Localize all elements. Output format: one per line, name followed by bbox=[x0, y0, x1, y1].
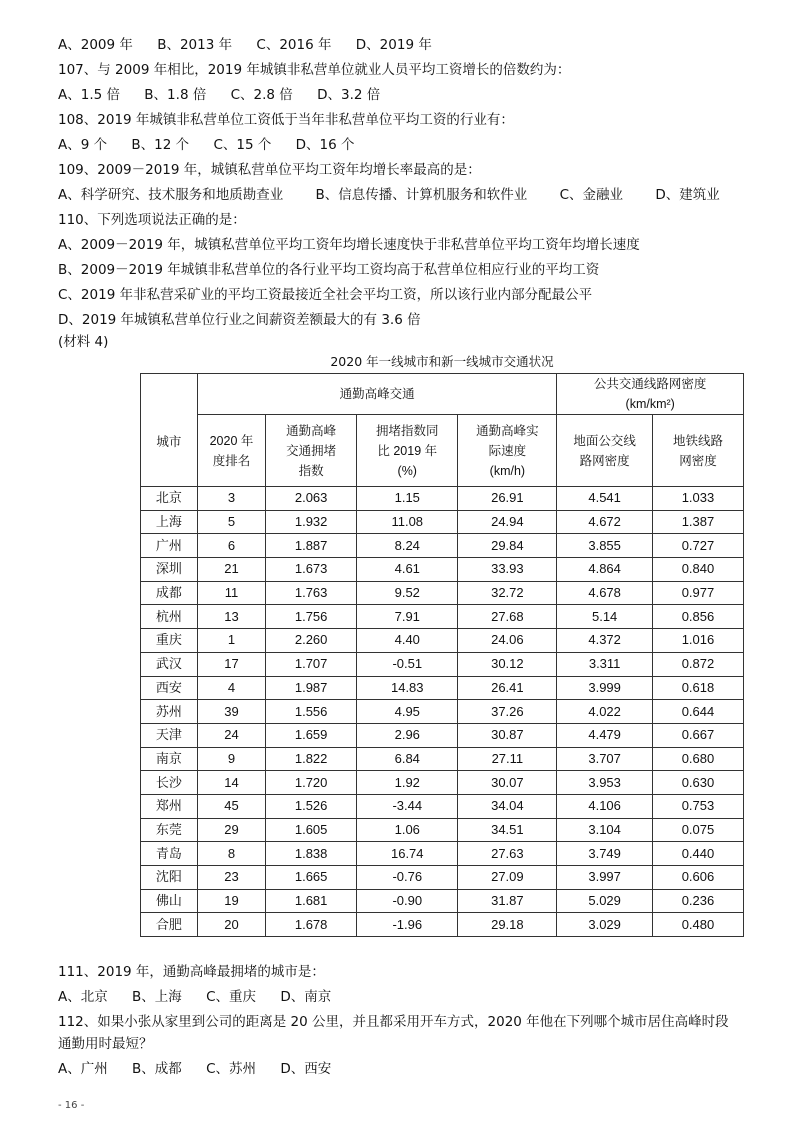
peak-speed-cell: 34.04 bbox=[458, 794, 557, 818]
congestion-index-cell: 1.756 bbox=[266, 605, 357, 629]
table-row bbox=[141, 842, 744, 866]
yoy-change-cell: -1.96 bbox=[357, 913, 458, 937]
q108-option-b: B、12 个 bbox=[131, 137, 190, 153]
metro-density-cell: 0.840 bbox=[652, 558, 743, 582]
q110-option-d: D、2019 年城镇私营单位行业之间薪资差额最大的有 3.6 倍 bbox=[58, 312, 421, 328]
speed-header-line: 际速度 bbox=[488, 443, 527, 458]
bus-density-cell: 5.14 bbox=[557, 605, 653, 629]
city-cell: 武汉 bbox=[141, 652, 198, 676]
table-row bbox=[141, 581, 744, 605]
rank-cell: 45 bbox=[197, 794, 265, 818]
rank-cell: 13 bbox=[197, 605, 265, 629]
city-cell: 重庆 bbox=[141, 629, 198, 653]
bus-density-cell: 4.672 bbox=[557, 510, 653, 534]
q106-option-a: A、2009 年 bbox=[58, 37, 133, 53]
table-row bbox=[141, 913, 744, 937]
q112-stem-line2: 通勤用时最短？ bbox=[58, 1036, 153, 1052]
q107-option-a: A、1.5 倍 bbox=[58, 87, 120, 103]
city-cell: 成都 bbox=[141, 581, 198, 605]
rank-cell: 29 bbox=[197, 818, 265, 842]
q111-option-b: B、上海 bbox=[132, 989, 182, 1005]
bus-density-cell: 4.106 bbox=[557, 794, 653, 818]
q109-option-d: D、建筑业 bbox=[655, 187, 720, 203]
city-cell: 南京 bbox=[141, 747, 198, 771]
metro-header-line: 网密度 bbox=[679, 453, 717, 468]
peak-speed-cell: 31.87 bbox=[458, 889, 557, 913]
peak-speed-cell: 26.41 bbox=[458, 676, 557, 700]
q108-option-c: C、15 个 bbox=[213, 137, 272, 153]
table-row bbox=[141, 676, 744, 700]
city-cell: 青岛 bbox=[141, 842, 198, 866]
transit-group-unit: (km/km²) bbox=[625, 397, 675, 411]
metro-density-cell: 0.872 bbox=[652, 652, 743, 676]
q112-option-c: C、苏州 bbox=[206, 1061, 257, 1077]
rank-cell: 39 bbox=[197, 700, 265, 724]
material-label: (材料 4) bbox=[58, 334, 109, 350]
table-row bbox=[141, 700, 744, 724]
congestion-index-cell: 1.681 bbox=[266, 889, 357, 913]
table-title: 2020 年一线城市和新一线城市交通状况 bbox=[330, 354, 554, 369]
q106-options bbox=[58, 35, 452, 55]
index-header bbox=[266, 415, 357, 487]
city-cell: 广州 bbox=[141, 534, 198, 558]
congestion-index-cell: 1.707 bbox=[266, 652, 357, 676]
q109-option-c: C、金融业 bbox=[559, 187, 624, 203]
city-header: 城市 bbox=[141, 374, 198, 487]
table-row bbox=[141, 794, 744, 818]
metro-density-cell: 1.033 bbox=[652, 487, 743, 511]
table-row bbox=[141, 866, 744, 890]
yoy-change-cell: -0.51 bbox=[357, 652, 458, 676]
q112-option-d: D、西安 bbox=[280, 1061, 332, 1077]
congestion-index-cell: 2.063 bbox=[266, 487, 357, 511]
change-header-line: 拥堵指数同 bbox=[376, 423, 439, 438]
congestion-index-cell: 2.260 bbox=[266, 629, 357, 653]
city-cell: 东莞 bbox=[141, 818, 198, 842]
rank-cell: 5 bbox=[197, 510, 265, 534]
q108-options bbox=[58, 135, 375, 155]
table-row bbox=[141, 652, 744, 676]
table-row bbox=[141, 889, 744, 913]
table-row bbox=[141, 558, 744, 582]
q110-option-a: A、2009－2019 年，城镇私营单位平均工资年均增长速度快于非私营单位平均工资年均增长速度 bbox=[58, 237, 640, 253]
bus-density-cell: 4.022 bbox=[557, 700, 653, 724]
bus-density-header bbox=[557, 415, 653, 487]
index-header-line: 通勤高峰 bbox=[286, 423, 337, 438]
table-row bbox=[141, 487, 744, 511]
peak-speed-cell: 27.68 bbox=[458, 605, 557, 629]
yoy-change-cell: 14.83 bbox=[357, 676, 458, 700]
city-cell: 长沙 bbox=[141, 771, 198, 795]
congestion-index-cell: 1.678 bbox=[266, 913, 357, 937]
peak-speed-cell: 32.72 bbox=[458, 581, 557, 605]
index-header-line: 指数 bbox=[298, 463, 324, 478]
bus-header-line: 路网密度 bbox=[579, 453, 630, 468]
congestion-index-cell: 1.932 bbox=[266, 510, 357, 534]
rank-cell: 1 bbox=[197, 629, 265, 653]
congestion-index-cell: 1.556 bbox=[266, 700, 357, 724]
metro-density-cell: 0.440 bbox=[652, 842, 743, 866]
table-row bbox=[141, 510, 744, 534]
metro-density-cell: 0.630 bbox=[652, 771, 743, 795]
congestion-index-cell: 1.659 bbox=[266, 723, 357, 747]
peak-speed-cell: 27.63 bbox=[458, 842, 557, 866]
metro-density-cell: 1.016 bbox=[652, 629, 743, 653]
q107-stem: 107、与 2009 年相比，2019 年城镇非私营单位就业人员平均工资增长的倍数约为： bbox=[58, 62, 571, 78]
congestion-index-cell: 1.720 bbox=[266, 771, 357, 795]
yoy-change-cell: 1.06 bbox=[357, 818, 458, 842]
transit-group-title: 公共交通线路网密度 bbox=[593, 377, 707, 391]
bus-density-cell: 3.311 bbox=[557, 652, 653, 676]
bus-density-cell: 3.953 bbox=[557, 771, 653, 795]
table-row bbox=[141, 534, 744, 558]
table-row bbox=[141, 818, 744, 842]
metro-density-cell: 0.753 bbox=[652, 794, 743, 818]
metro-density-cell: 0.618 bbox=[652, 676, 743, 700]
peak-speed-cell: 24.06 bbox=[458, 629, 557, 653]
peak-speed-cell: 34.51 bbox=[458, 818, 557, 842]
congestion-index-cell: 1.822 bbox=[266, 747, 357, 771]
q111-option-a: A、北京 bbox=[58, 989, 108, 1005]
yoy-change-cell: 1.15 bbox=[357, 487, 458, 511]
q109-options bbox=[58, 185, 740, 205]
q109-stem: 109、2009－2019 年，城镇私营单位平均工资年均增长率最高的是： bbox=[58, 162, 481, 178]
rank-cell: 6 bbox=[197, 534, 265, 558]
speed-header-line: (km/h) bbox=[489, 463, 526, 478]
commute-group-header: 通勤高峰交通 bbox=[197, 374, 556, 415]
q111-option-d: D、南京 bbox=[280, 989, 332, 1005]
peak-speed-cell: 26.91 bbox=[458, 487, 557, 511]
metro-density-cell: 0.644 bbox=[652, 700, 743, 724]
q106-option-d: D、2019 年 bbox=[355, 37, 432, 53]
change-header-line: (%) bbox=[397, 463, 417, 478]
congestion-index-cell: 1.526 bbox=[266, 794, 357, 818]
city-cell: 北京 bbox=[141, 487, 198, 511]
bus-density-cell: 3.104 bbox=[557, 818, 653, 842]
rank-cell: 23 bbox=[197, 866, 265, 890]
rank-header bbox=[197, 415, 265, 487]
q108-option-d: D、16 个 bbox=[295, 137, 355, 153]
q109-option-b: B、信息传播、计算机服务和软件业 bbox=[315, 187, 528, 203]
table-row bbox=[141, 629, 744, 653]
q108-stem: 108、2019 年城镇非私营单位工资低于当年非私营单位平均工资的行业有： bbox=[58, 112, 514, 128]
q111-option-c: C、重庆 bbox=[206, 989, 257, 1005]
bus-density-cell: 4.541 bbox=[557, 487, 653, 511]
peak-speed-cell: 37.26 bbox=[458, 700, 557, 724]
metro-density-cell: 0.480 bbox=[652, 913, 743, 937]
traffic-table bbox=[140, 373, 744, 937]
q112-option-a: A、广州 bbox=[58, 1061, 108, 1077]
yoy-change-cell: 9.52 bbox=[357, 581, 458, 605]
peak-speed-cell: 24.94 bbox=[458, 510, 557, 534]
congestion-index-cell: 1.763 bbox=[266, 581, 357, 605]
metro-density-cell: 0.236 bbox=[652, 889, 743, 913]
q111-stem: 111、2019 年，通勤高峰最拥堵的城市是： bbox=[58, 964, 325, 980]
yoy-change-cell: -3.44 bbox=[357, 794, 458, 818]
bus-density-cell: 3.999 bbox=[557, 676, 653, 700]
rank-header-line: 度排名 bbox=[212, 453, 251, 468]
q112-option-b: B、成都 bbox=[132, 1061, 182, 1077]
congestion-index-cell: 1.673 bbox=[266, 558, 357, 582]
congestion-index-cell: 1.887 bbox=[266, 534, 357, 558]
bus-density-cell: 3.997 bbox=[557, 866, 653, 890]
rank-cell: 14 bbox=[197, 771, 265, 795]
bus-density-cell: 4.864 bbox=[557, 558, 653, 582]
congestion-index-cell: 1.605 bbox=[266, 818, 357, 842]
q112-stem-line1: 112、如果小张从家里到公司的距离是 20 公里，并且都采用开车方式，2020 年他在下列哪个城市居住高峰时段 bbox=[58, 1014, 729, 1030]
q109-option-a: A、科学研究、技术服务和地质勘查业 bbox=[58, 187, 284, 203]
yoy-change-cell: 4.61 bbox=[357, 558, 458, 582]
page-number: - 16 - bbox=[58, 1100, 85, 1111]
rank-cell: 21 bbox=[197, 558, 265, 582]
congestion-index-cell: 1.665 bbox=[266, 866, 357, 890]
table-row bbox=[141, 723, 744, 747]
bus-density-cell: 4.678 bbox=[557, 581, 653, 605]
transit-group-header bbox=[557, 374, 744, 415]
peak-speed-cell: 27.11 bbox=[458, 747, 557, 771]
yoy-change-cell: 2.96 bbox=[357, 723, 458, 747]
peak-speed-cell: 30.12 bbox=[458, 652, 557, 676]
metro-density-cell: 0.667 bbox=[652, 723, 743, 747]
metro-density-cell: 0.727 bbox=[652, 534, 743, 558]
rank-cell: 3 bbox=[197, 487, 265, 511]
city-cell: 郑州 bbox=[141, 794, 198, 818]
yoy-change-cell: 7.91 bbox=[357, 605, 458, 629]
speed-header-line: 通勤高峰实 bbox=[476, 423, 539, 438]
bus-density-cell: 4.372 bbox=[557, 629, 653, 653]
table-row bbox=[141, 771, 744, 795]
rank-cell: 19 bbox=[197, 889, 265, 913]
congestion-index-cell: 1.987 bbox=[266, 676, 357, 700]
peak-speed-cell: 30.87 bbox=[458, 723, 557, 747]
bus-density-cell: 3.029 bbox=[557, 913, 653, 937]
peak-speed-cell: 30.07 bbox=[458, 771, 557, 795]
q112-options bbox=[58, 1059, 351, 1079]
q110-stem: 110、下列选项说法正确的是： bbox=[58, 212, 246, 228]
metro-density-cell: 0.075 bbox=[652, 818, 743, 842]
city-cell: 沈阳 bbox=[141, 866, 198, 890]
speed-header bbox=[458, 415, 557, 487]
rank-cell: 11 bbox=[197, 581, 265, 605]
yoy-change-cell: 6.84 bbox=[357, 747, 458, 771]
metro-density-cell: 1.387 bbox=[652, 510, 743, 534]
rank-cell: 9 bbox=[197, 747, 265, 771]
city-cell: 天津 bbox=[141, 723, 198, 747]
yoy-change-cell: 1.92 bbox=[357, 771, 458, 795]
city-cell: 杭州 bbox=[141, 605, 198, 629]
rank-cell: 8 bbox=[197, 842, 265, 866]
metro-density-cell: 0.977 bbox=[652, 581, 743, 605]
city-cell: 合肥 bbox=[141, 913, 198, 937]
yoy-change-cell: 11.08 bbox=[357, 510, 458, 534]
metro-density-header bbox=[652, 415, 743, 487]
congestion-index-cell: 1.838 bbox=[266, 842, 357, 866]
yoy-change-cell: 4.40 bbox=[357, 629, 458, 653]
q106-option-c: C、2016 年 bbox=[256, 37, 332, 53]
yoy-change-cell: 16.74 bbox=[357, 842, 458, 866]
index-header-line: 交通拥堵 bbox=[286, 443, 337, 458]
rank-header-line: 2020 年 bbox=[209, 433, 254, 448]
q108-option-a: A、9 个 bbox=[58, 137, 108, 153]
rank-cell: 4 bbox=[197, 676, 265, 700]
rank-cell: 24 bbox=[197, 723, 265, 747]
peak-speed-cell: 29.18 bbox=[458, 913, 557, 937]
yoy-change-cell: -0.90 bbox=[357, 889, 458, 913]
table-row bbox=[141, 605, 744, 629]
bus-density-cell: 3.749 bbox=[557, 842, 653, 866]
q111-options bbox=[58, 987, 351, 1007]
peak-speed-cell: 33.93 bbox=[458, 558, 557, 582]
metro-density-cell: 0.606 bbox=[652, 866, 743, 890]
peak-speed-cell: 27.09 bbox=[458, 866, 557, 890]
metro-density-cell: 0.856 bbox=[652, 605, 743, 629]
bus-density-cell: 5.029 bbox=[557, 889, 653, 913]
bus-header-line: 地面公交线 bbox=[573, 433, 636, 448]
q107-option-c: C、2.8 倍 bbox=[230, 87, 293, 103]
peak-speed-cell: 29.84 bbox=[458, 534, 557, 558]
yoy-change-cell: -0.76 bbox=[357, 866, 458, 890]
city-cell: 深圳 bbox=[141, 558, 198, 582]
q107-option-d: D、3.2 倍 bbox=[317, 87, 381, 103]
city-cell: 西安 bbox=[141, 676, 198, 700]
city-cell: 上海 bbox=[141, 510, 198, 534]
q107-options bbox=[58, 85, 400, 105]
rank-cell: 20 bbox=[197, 913, 265, 937]
city-cell: 佛山 bbox=[141, 889, 198, 913]
change-header bbox=[357, 415, 458, 487]
yoy-change-cell: 4.95 bbox=[357, 700, 458, 724]
change-header-line: 比 2019 年 bbox=[377, 443, 438, 458]
table-body bbox=[141, 487, 744, 937]
bus-density-cell: 4.479 bbox=[557, 723, 653, 747]
city-cell: 苏州 bbox=[141, 700, 198, 724]
table-row bbox=[141, 747, 744, 771]
q110-option-b: B、2009－2019 年城镇非私营单位的各行业平均工资均高于私营单位相应行业的平均工资 bbox=[58, 262, 600, 278]
yoy-change-cell: 8.24 bbox=[357, 534, 458, 558]
q106-option-b: B、2013 年 bbox=[157, 37, 233, 53]
rank-cell: 17 bbox=[197, 652, 265, 676]
bus-density-cell: 3.855 bbox=[557, 534, 653, 558]
metro-density-cell: 0.680 bbox=[652, 747, 743, 771]
metro-header-line: 地铁线路 bbox=[672, 433, 723, 448]
q110-option-c: C、2019 年非私营采矿业的平均工资最接近全社会平均工资，所以该行业内部分配最公平 bbox=[58, 287, 593, 303]
q107-option-b: B、1.8 倍 bbox=[144, 87, 207, 103]
bus-density-cell: 3.707 bbox=[557, 747, 653, 771]
